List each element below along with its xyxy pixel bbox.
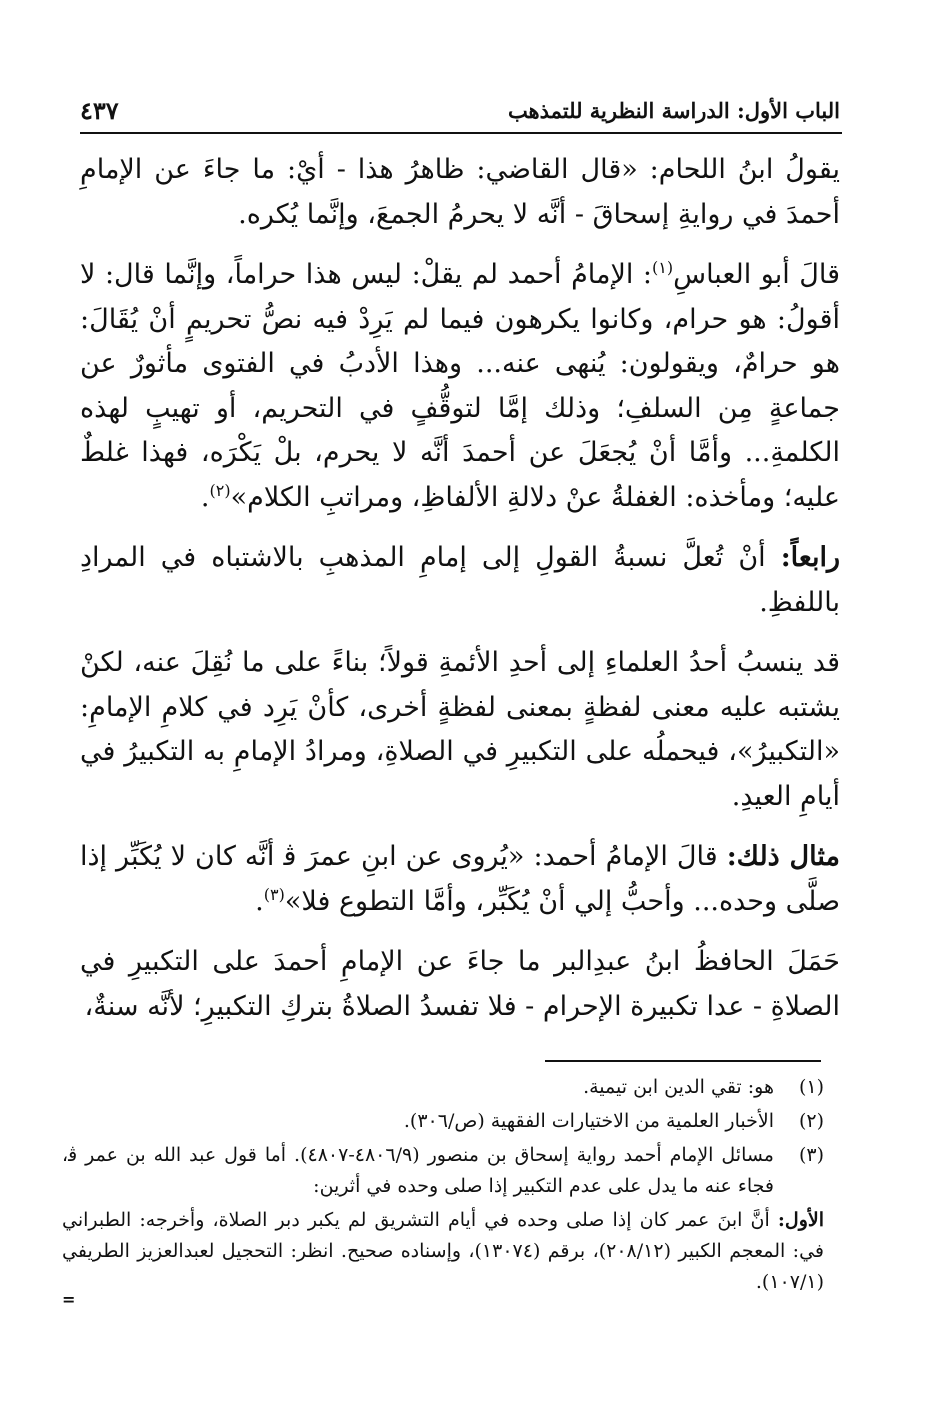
example-lead: مثال ذلك:: [726, 841, 840, 872]
chapter-title: الباب الأول: الدراسة النظرية للتمذهب: [507, 98, 840, 123]
paragraph-1: [80, 148, 840, 237]
paragraph-2: [80, 253, 840, 520]
page-number: ٤٣٧: [80, 96, 119, 125]
footnote-text: الأخبار العلمية من الاختيارات الفقهية (ص/٣٠٦).: [403, 1110, 774, 1132]
footnote-ref-1[interactable]: (١): [652, 258, 674, 277]
footnotes: [62, 1072, 824, 1298]
paragraph-5: [80, 835, 840, 924]
footnote-ref-2[interactable]: (٢): [209, 480, 231, 500]
paragraph-text: قالَ أبو العباسِ: [673, 259, 841, 290]
header-divider: [80, 132, 842, 134]
footnote-text: أنَّ ابنَ عمر كان إذا صلى وحده في أيام التشريق لم يكبر دبر الصلاة، وأخرجه: الطبراني في: المعجم الكبير (٢٠٨/١٢)، برقم (١٣٠٧٤)، وإسناده صحيح. انظر: التحجيل لعبدالعزيز الطريفي (١٠٧/١).: [62, 1209, 824, 1293]
footnote-number: (٣): [798, 1144, 824, 1166]
paragraph-text: أنْ تُعلَّ نسبةُ القولِ إلى إمامِ المذهبِ بالاشتباه في المرادِ باللفظِ.: [80, 542, 840, 618]
continuation-mark: =: [62, 1290, 76, 1309]
paragraph-end: .: [255, 885, 264, 917]
paragraph-text: : الإمامُ أحمد لم يقلْ: ليس هذا حراماً، وإنَّما قال: لا أقولُ: هو حرام، وكانوا يكرهون فيما لم يَرِدْ فيه نصُّ تحريمٍ أنْ يُقَالَ: هو حرامٌ، ويقولون: يُنهى عنه... وهذا الأدبُ في الفتوى مأثورٌ عن جماعةٍ مِن السلفِ؛ وذلك إمَّا لتوقُّفٍ في التحريم، أو تهيبٍ لهذه الكلمةِ... وأمَّا أنْ يُجعَلَ عن أحمدَ أنَّه لا يحرم، بلْ يَكْرَه، فهذا غلطٌ عليه؛ ومأخذه: الغفلةُ عنْ دلالةِ الألفاظِ، ومراتبِ الكلام»: [80, 259, 840, 513]
paragraph-text: حَمَلَ الحافظُ ابنُ عبدِالبر ما جاءَ عن الإمامِ أحمدَ على التكبيرِ في الصلاةِ - عدا تكبيرة الإحرام - فلا تفسدُ الصلاةُ بتركِ التكبيرِ؛ لأنَّه سنةٌ،: [80, 946, 840, 1022]
paragraph-text: قد ينسبُ أحدُ العلماءِ إلى أحدِ الأئمةِ قولاً؛ بناءً على ما نُقِلَ عنه، لكنْ يشتبه عليه معنى لفظةٍ بمعنى لفظةٍ أخرى، كأنْ يَرِد في كلامِ الإمامِ: «التكبيرُ»، فيحملُه على التكبيرِ في الصلاةِ، ومرادُ الإمامِ به التكبيرُ في أيامِ العيدِ.: [80, 647, 840, 812]
footnote-text: هو: تقي الدين ابن تيمية.: [583, 1076, 774, 1098]
footnote-3-continued: [62, 1205, 824, 1298]
main-text: [80, 148, 840, 1045]
paragraph-3: [80, 536, 840, 625]
paragraph-text: يقولُ ابنُ اللحام: «قال القاضي: ظاهرُ هذا - أيْ: ما جاءَ عن الإمامِ أحمدَ في روايةِ إسحاقَ - أنَّه لا يحرمُ الجمعَ، وإنَّما يُكره.: [80, 154, 840, 230]
footnote-1: [62, 1072, 824, 1103]
footnote-2: [62, 1106, 824, 1137]
paragraph-end: .: [200, 481, 210, 513]
footnote-divider: [545, 1060, 821, 1062]
paragraph-text: قالَ الإمامُ أحمد: «يُروى عن ابنِ عمرَ ﭬ أنَّه كان لا يُكَبِّر إذا صلَّى وحده... وأحبُّ إلي أنْ يُكَبِّر، وأمَّا التطوع فلا»: [80, 841, 840, 917]
footnote-ref-3[interactable]: (٣): [263, 884, 285, 904]
paragraph-4: [80, 641, 840, 819]
footnote-3: [62, 1140, 824, 1202]
section-lead: رابعاً:: [780, 542, 840, 573]
footnote-number: (١): [798, 1076, 824, 1098]
footnote-number: (٢): [798, 1110, 824, 1132]
footnote-text: مسائل الإمام أحمد رواية إسحاق بن منصور (٤٨٠٦/٩-٤٨٠٧). أما قول عبد الله بن عمر ﭬ، فجاء عنه ما يدل على عدم التكبير إذا صلى وحده في أثرين:: [62, 1144, 774, 1197]
paragraph-6: [80, 940, 840, 1029]
running-header: [80, 96, 840, 130]
footnote-lead: الأول:: [777, 1209, 824, 1231]
